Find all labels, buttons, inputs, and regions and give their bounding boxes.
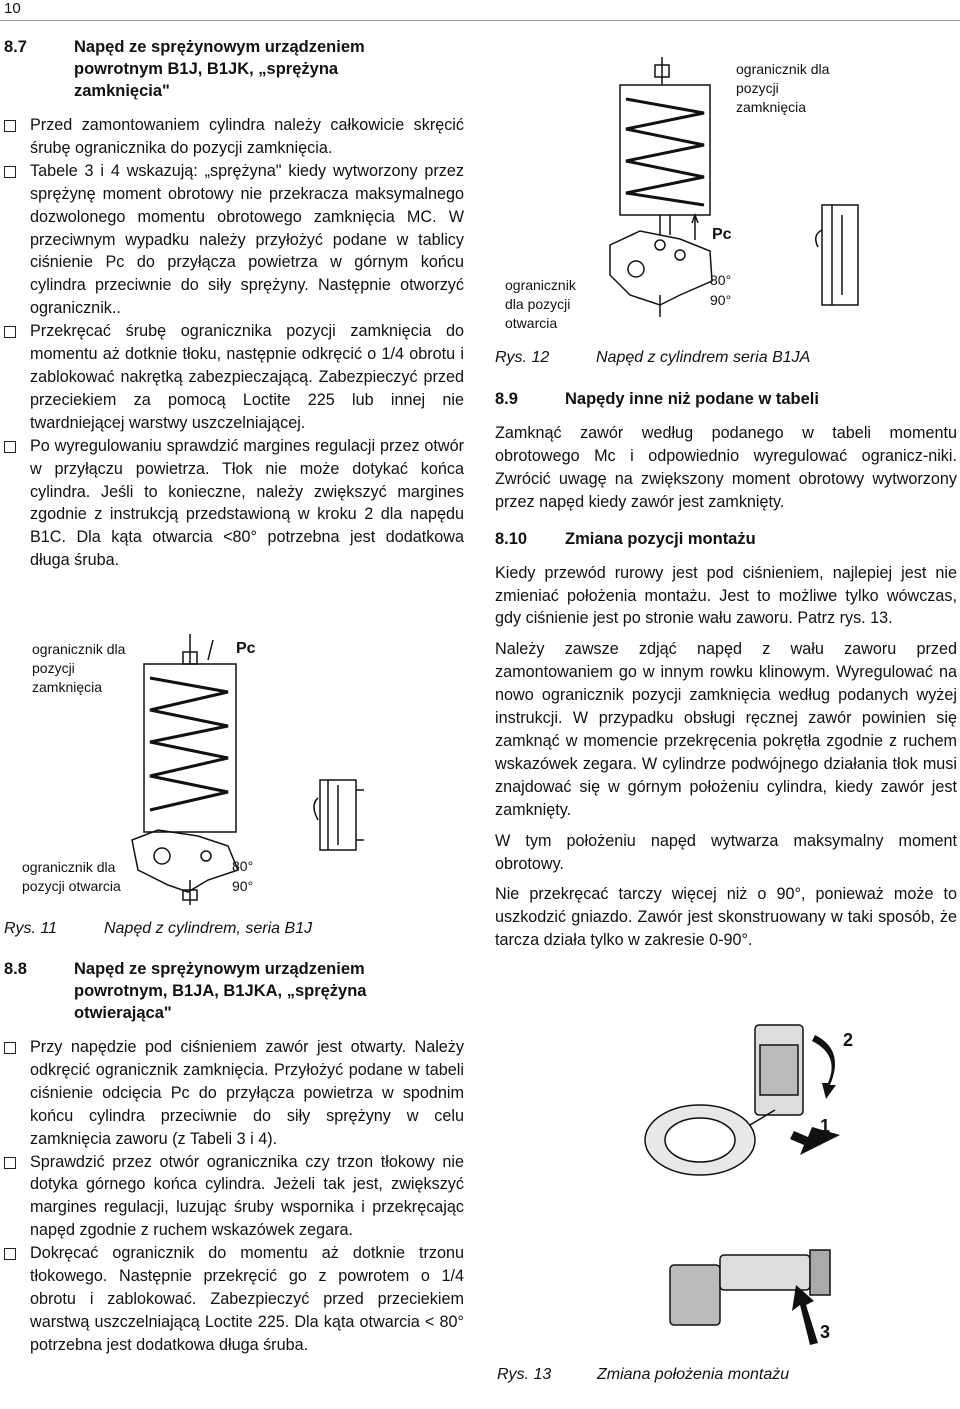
fig12-actuator-drawing — [600, 55, 880, 325]
section-title: Zmiana pozycji montażu — [565, 529, 756, 548]
checkbox-icon — [4, 441, 16, 453]
fig13-caption-text: Zmiana położenia montażu — [597, 1366, 790, 1383]
right-column — [495, 388, 957, 960]
list-item: Po wyregulowaniu sprawdzić margines regulacji przez otwór w przyłączu powietrza. Tłok nie może dotykać końca cylindra. Jeśli to konieczne, należy zwiększyć margines zgodnie z instrukcją przedstawioną w kroku 2 dla napędu B1C. Dla kąta otwarcia <80° potrzebna jest dodatkowa długa śruba. — [4, 435, 464, 572]
list-item: Dokręcać ogranicznik do momentu aż dotknie trzonu tłokowego. Następnie przekręcić go z powrotem o 1/4 obrotu i zablokować. Zabezpieczyć przed przeciekiem warstwą uszczelniającą Loctite 225. Dla kąta otwarcia < 80° potrzebna jest dodatkowa długa śruba. — [4, 1242, 464, 1357]
list-item: Przy napędzie pod ciśnieniem zawór jest otwarty. Należy odkręcić ogranicznik zamknięcia. Przyłożyć podane w tabeli ciśnienie odcięcia Pc do przyłącza powietrza w spodnim końcu cylindra przeciwnie do siły sprężyny w celu zamknięcia zaworu (z Tabeli 3 i 4). — [4, 1036, 464, 1151]
left-column-lower — [4, 958, 464, 1357]
section-title: Napęd ze sprężynowym urządzeniem powrotnym B1J, B1JK, „sprężyna zamknięcia" — [74, 38, 365, 100]
paragraph: W tym położeniu napęd wytwarza maksymalny moment obrotowy. — [495, 831, 957, 873]
list-item: Przekręcać śrubę ogranicznika pozycji zamknięcia do momentu aż dotknie tłoku, następnie odkręcić o 1/4 obrotu i zablokować nakrętką zabezpieczającą. Zabezpieczyć przed przeciekiem za pomocą Loctite 225 lub innej nie twardniejącej warstwy uszczelniającej. — [4, 320, 464, 435]
paragraph: Należy zawsze zdjąć napęd z wału zaworu przed zamontowaniem go w innym rowku klinowym. Wyregulować na nowo ogranicznik pozycji zamknięcia według podanych wyżej instrukcji. W przypadku obsługi ręcznej zawór powinien się zamknąć w momencie przekręcenia pokrętła zgodnie z ruchem wskazówek zegara. W cylindrze podwójnego działania tłok musi znajdować się w górnym położeniu cylindra, kiedy zawór jest zamknięty. — [495, 640, 957, 819]
fig12-label-opening-stop: ogranicznik dla pozycji otwarcia — [505, 277, 576, 331]
fig11-label-closing-stop: ogranicznik dla pozycji zamknięcia — [32, 641, 126, 695]
checkbox-icon — [4, 166, 16, 178]
section-number: 8.9 — [495, 390, 518, 408]
section-title: Napędy inne niż podane w tabeli — [565, 390, 819, 408]
section-8-10-heading — [495, 528, 957, 550]
checkbox-icon — [4, 1042, 16, 1054]
paragraph: Zamknąć zawór według podanego w tabeli momentu obrotowego Mc i odpowiednio wyregulować ogranicz-niki. Zwrócić uwagę na zwiększony moment obrotowy wytworzony przez napęd kiedy zawór jest zamknięty. — [495, 424, 957, 511]
fig11-pc-label: Pc — [236, 640, 256, 657]
checkbox-icon — [4, 1248, 16, 1260]
fig12-label-closing-stop: ogranicznik dla pozycji zamknięcia — [736, 61, 830, 115]
fig11-caption-number: Rys. 11 — [4, 920, 58, 937]
fig12-angle-90: 90° — [710, 292, 732, 308]
fig13-marker-2: 2 — [843, 1030, 854, 1050]
section-number: 8.8 — [4, 960, 27, 978]
fig12-caption-number: Rys. 12 — [495, 349, 550, 366]
left-column — [4, 36, 464, 572]
top-rule — [0, 20, 960, 21]
list-item: Sprawdzić przez otwór ogranicznika czy trzon tłokowy nie dotyka górnego końca cylindra. Jeżeli tak jest, zwiększyć margines regulacji, luzując śruby wspornika i przekręcając napęd zgodnie z ruchem wskazówek zegara. — [4, 1151, 464, 1243]
fig13-mounting-drawing — [600, 1015, 850, 1350]
fig11-angle-80: 80° — [232, 858, 254, 874]
checkbox-icon — [4, 326, 16, 338]
checkbox-icon — [4, 1157, 16, 1169]
section-8-8-heading — [4, 958, 464, 1024]
section-number: 8.10 — [495, 529, 528, 548]
section-number: 8.7 — [4, 38, 27, 56]
list-item: Tabele 3 i 4 wskazują: „sprężyna" kiedy wytworzony przez sprężynę moment obrotowy nie przekracza maksymalnego dozwolonego momentu obrotowego zamknięcia MC. W przeciwnym wypadku należy przyłożyć podane w tablicy ciśnienie Pc do przyłącza powietrza w górnym końcu cylindra przeciwnie do siły sprężyny. Następnie otworzyć ogranicznik.. — [4, 160, 464, 320]
checkbox-icon — [4, 120, 16, 132]
section-8-7-heading — [4, 36, 464, 102]
fig12-caption-text: Napęd z cylindrem seria B1JA — [596, 349, 811, 366]
fig13-marker-3: 3 — [820, 1322, 831, 1342]
fig13-caption-number: Rys. 13 — [497, 1366, 552, 1383]
fig13-marker-1: 1 — [820, 1116, 831, 1136]
fig11-caption-text: Napęd z cylindrem, seria B1J — [104, 920, 313, 937]
paragraph: Nie przekręcać tarczy więcej niż o 90°, ponieważ może to uszkodzić gniazdo. Zawór jest skonstruowany w taki sposób, że tarcza działa tylko w zakresie 0-90°. — [495, 885, 957, 950]
fig11-angle-90: 90° — [232, 878, 254, 894]
fig11-label-opening-stop: ogranicznik dla pozycji otwarcia — [22, 859, 121, 894]
page-number: 10 — [4, 0, 21, 17]
list-item: Przed zamontowaniem cylindra należy całkowicie skręcić śrubę ogranicznika do pozycji zamknięcia. — [4, 114, 464, 160]
fig12-pc-label: Pc — [712, 226, 732, 243]
section-8-9-heading — [495, 388, 957, 410]
fig11-actuator-drawing — [128, 630, 428, 910]
fig12-angle-80: 80° — [710, 272, 732, 288]
paragraph: Kiedy przewód rurowy jest pod ciśnieniem, najlepiej jest nie zmieniać położenia montażu. Jest to możliwe tylko wówczas, gdy ciśnienie jest po stronie wału zaworu. Patrz rys. 13. — [495, 563, 957, 628]
section-title: Napęd ze sprężynowym urządzeniem powrotnym, B1JA, B1JKA, „sprężyna otwierająca" — [74, 960, 367, 1022]
